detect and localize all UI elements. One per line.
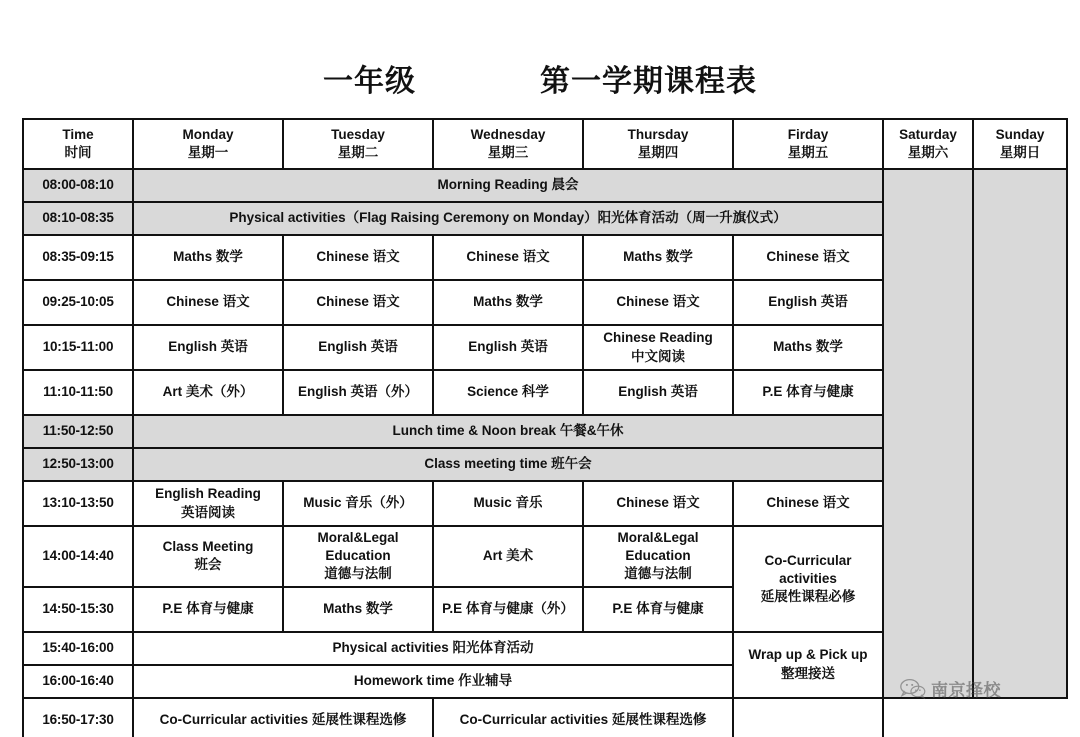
watermark-text: 南京择校 xyxy=(931,681,1001,700)
schedule-cell: Chinese 语文 xyxy=(133,280,283,325)
header-row xyxy=(23,119,1067,169)
schedule-cell: Chinese 语文 xyxy=(733,481,883,526)
schedule-cell: Chinese 语文 xyxy=(583,280,733,325)
schedule-cell: Chinese 语文 xyxy=(433,235,583,280)
schedule-cell: English 英语（外） xyxy=(283,370,433,415)
header-cell-tuesday xyxy=(283,119,433,169)
sunday-empty-cell xyxy=(973,169,1067,698)
schedule-cell: Chinese 语文 xyxy=(583,481,733,526)
header-thursday-zh: 星期四 xyxy=(637,145,679,160)
schedule-cell-merged: Morning Reading 晨会 xyxy=(133,169,883,202)
time-cell: 16:50-17:30 xyxy=(23,698,133,737)
schedule-cell: Science 科学 xyxy=(433,370,583,415)
header-time-en: Time xyxy=(62,126,94,142)
header-friday-zh: 星期五 xyxy=(787,145,829,160)
header-monday-en: Monday xyxy=(182,126,234,142)
header-thursday-en: Thursday xyxy=(627,126,689,142)
header-tuesday-zh: 星期二 xyxy=(337,145,379,160)
schedule-cell: Chinese 语文 xyxy=(733,235,883,280)
schedule-cell-wrapup: Wrap up & Pick up 整理接送 xyxy=(733,632,883,698)
header-wednesday-en: Wednesday xyxy=(470,126,546,142)
schedule-cell-merged: Lunch time & Noon break 午餐&午休 xyxy=(133,415,883,448)
schedule-cell: Maths 数学 xyxy=(133,235,283,280)
schedule-cell: Music 音乐（外） xyxy=(283,481,433,526)
header-cell-saturday xyxy=(883,119,973,169)
saturday-empty-cell xyxy=(883,169,973,698)
page-title: 一年级 第一学期课程表 xyxy=(323,65,757,98)
time-cell: 13:10-13:50 xyxy=(23,481,133,526)
schedule-cell-pair: Co-Curricular activities 延展性课程选修 xyxy=(133,698,433,737)
page-title-container xyxy=(0,56,1080,100)
time-cell: 09:25-10:05 xyxy=(23,280,133,325)
schedule-cell-merged: Homework time 作业辅导 xyxy=(133,665,733,698)
table-body xyxy=(23,169,1067,737)
schedule-cell: Art 美术 xyxy=(433,526,583,587)
time-cell: 08:35-09:15 xyxy=(23,235,133,280)
header-cell-friday xyxy=(733,119,883,169)
schedule-cell: English 英语 xyxy=(433,325,583,370)
header-sunday-en: Sunday xyxy=(995,126,1045,142)
header-cell-time xyxy=(23,119,133,169)
schedule-cell-merged: Physical activities（Flag Raising Ceremony on Monday）阳光体育活动（周一升旗仪式） xyxy=(133,202,883,235)
header-cell-thursday xyxy=(583,119,733,169)
time-cell: 12:50-13:00 xyxy=(23,448,133,481)
schedule-cell: English 英语 xyxy=(733,280,883,325)
schedule-table xyxy=(22,118,1068,737)
header-monday-zh: 星期一 xyxy=(187,145,229,160)
schedule-cell: P.E 体育与健康 xyxy=(583,587,733,632)
schedule-cell-friday-span: Co-Curricular activities 延展性课程必修 xyxy=(733,526,883,632)
schedule-cell: Class Meeting 班会 xyxy=(133,526,283,587)
table-row xyxy=(23,698,1067,737)
schedule-cell: English Reading 英语阅读 xyxy=(133,481,283,526)
time-cell: 15:40-16:00 xyxy=(23,632,133,665)
header-cell-sunday xyxy=(973,119,1067,169)
header-sunday-zh: 星期日 xyxy=(999,145,1041,160)
time-cell: 11:50-12:50 xyxy=(23,415,133,448)
schedule-cell: Chinese Reading 中文阅读 xyxy=(583,325,733,370)
schedule-cell: Maths 数学 xyxy=(733,325,883,370)
header-saturday-zh: 星期六 xyxy=(907,145,949,160)
schedule-cell: Moral&Legal Education 道德与法制 xyxy=(283,526,433,587)
schedule-cell-empty xyxy=(733,698,883,737)
schedule-cell-pair: Co-Curricular activities 延展性课程选修 xyxy=(433,698,733,737)
schedule-cell: Art 美术（外） xyxy=(133,370,283,415)
header-wednesday-zh: 星期三 xyxy=(487,145,529,160)
schedule-cell: English 英语 xyxy=(133,325,283,370)
time-cell: 08:00-08:10 xyxy=(23,169,133,202)
header-saturday-en: Saturday xyxy=(899,126,957,142)
schedule-cell: Music 音乐 xyxy=(433,481,583,526)
table-row xyxy=(23,169,1067,202)
schedule-cell: P.E 体育与健康 xyxy=(133,587,283,632)
header-friday-en: Firday xyxy=(787,126,829,142)
schedule-cell: Maths 数学 xyxy=(433,280,583,325)
schedule-cell-merged: Physical activities 阳光体育活动 xyxy=(133,632,733,665)
header-time-zh: 时间 xyxy=(64,145,92,160)
schedule-cell-merged: Class meeting time 班午会 xyxy=(133,448,883,481)
time-cell: 14:50-15:30 xyxy=(23,587,133,632)
table-header xyxy=(23,119,1067,169)
time-cell: 11:10-11:50 xyxy=(23,370,133,415)
time-cell: 16:00-16:40 xyxy=(23,665,133,698)
schedule-cell: Maths 数学 xyxy=(583,235,733,280)
schedule-cell: P.E 体育与健康 xyxy=(733,370,883,415)
schedule-cell: Maths 数学 xyxy=(283,587,433,632)
schedule-cell: Chinese 语文 xyxy=(283,235,433,280)
schedule-cell: English 英语 xyxy=(283,325,433,370)
schedule-cell: P.E 体育与健康（外） xyxy=(433,587,583,632)
header-cell-wednesday xyxy=(433,119,583,169)
time-cell: 14:00-14:40 xyxy=(23,526,133,587)
time-cell: 08:10-08:35 xyxy=(23,202,133,235)
schedule-table-container xyxy=(22,118,1062,737)
schedule-cell: Moral&Legal Education 道德与法制 xyxy=(583,526,733,587)
header-tuesday-en: Tuesday xyxy=(331,126,385,142)
schedule-cell: Chinese 语文 xyxy=(283,280,433,325)
header-cell-monday xyxy=(133,119,283,169)
schedule-cell: English 英语 xyxy=(583,370,733,415)
time-cell: 10:15-11:00 xyxy=(23,325,133,370)
